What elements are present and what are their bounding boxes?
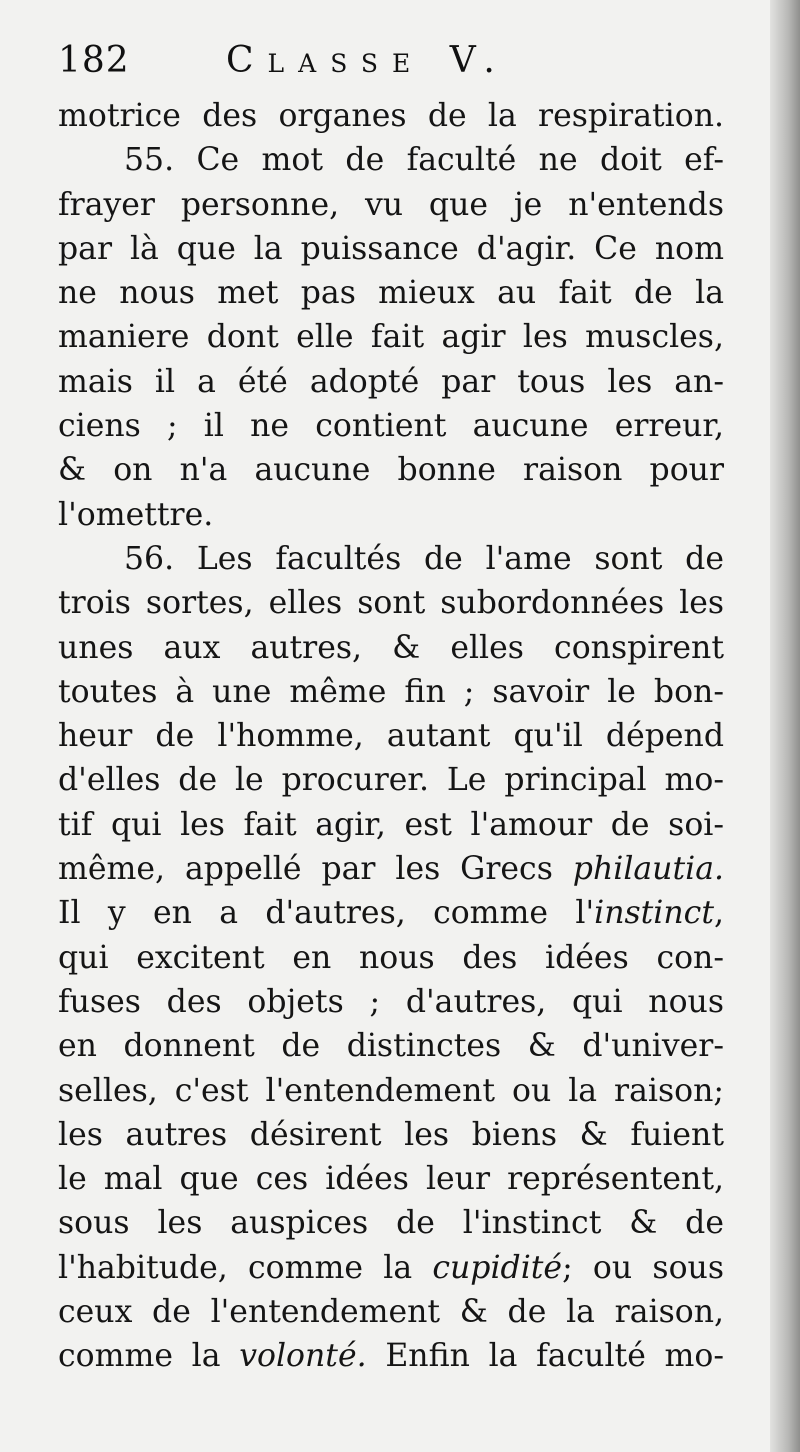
- text-line: [58, 1246, 724, 1290]
- text-line: maniere dont elle fait agir les muscles,: [58, 319, 724, 356]
- text-segment: comme la: [58, 1338, 221, 1375]
- italic-term: cupidité: [432, 1249, 563, 1286]
- text-segment: l'habitude, comme la: [58, 1249, 413, 1286]
- page-gutter-shadow: [770, 0, 800, 1452]
- text-segment: ,: [713, 895, 724, 932]
- text-line: [58, 1334, 724, 1378]
- text-line: les autres désirent les biens & fuient: [58, 1116, 724, 1153]
- text-line: ne nous met pas mieux au fait de la: [58, 275, 724, 312]
- text-line: ceux de l'entendement & de la raison,: [58, 1294, 724, 1331]
- text-line: l'omettre.: [58, 496, 214, 533]
- text-line: trois sortes, elles sont subordonnées les: [58, 585, 724, 622]
- text-line: en donnent de distinctes & d'univer-: [58, 1028, 724, 1065]
- text-line: [58, 847, 724, 891]
- text-segment: même, appellé par les Grecs: [58, 851, 553, 888]
- text-line: qui excitent en nous des idées con-: [58, 939, 724, 976]
- text-line: & on n'a aucune bonne raison pour: [58, 452, 724, 489]
- text-segment: Enfin la faculté mo-: [385, 1338, 724, 1375]
- page-number: 182: [58, 40, 130, 81]
- body-text: [58, 94, 724, 1379]
- italic-term: volonté.: [239, 1338, 367, 1375]
- running-head: Classe V.: [226, 40, 509, 81]
- text-line: selles, c'est l'entendement ou la raison;: [58, 1072, 724, 1109]
- text-line: fuses des objets ; d'autres, qui nous: [58, 983, 724, 1020]
- text-line: heur de l'homme, autant qu'il dépend: [58, 718, 724, 755]
- text-line: le mal que ces idées leur représentent,: [58, 1161, 724, 1198]
- text-line: unes aux autres, & elles conspirent: [58, 629, 724, 666]
- italic-term: philautia.: [572, 851, 724, 888]
- text-line: 55. Ce mot de faculté ne doit ef-: [124, 142, 724, 179]
- text-line: tif qui les fait agir, est l'amour de soi-: [58, 806, 724, 843]
- text-line: [58, 891, 724, 935]
- text-line: sous les auspices de l'instinct & de: [58, 1205, 724, 1242]
- page-header: [58, 40, 738, 90]
- text-segment: Il y en a d'autres, comme l': [58, 895, 595, 932]
- text-line: frayer personne, vu que je n'entends: [58, 186, 724, 223]
- text-line: 56. Les facultés de l'ame sont de: [124, 540, 724, 577]
- text-line: d'elles de le procurer. Le principal mo-: [58, 762, 724, 799]
- text-line: par là que la puissance d'agir. Ce nom: [58, 230, 724, 267]
- text-segment: ; ou sous: [562, 1249, 724, 1286]
- text-line: motrice des organes de la respiration.: [58, 98, 724, 134]
- text-line: ciens ; il ne contient aucune erreur,: [58, 408, 724, 445]
- italic-term: instinct: [594, 895, 714, 932]
- text-line: mais il a été adopté par tous les an-: [58, 363, 724, 400]
- text-line: toutes à une même fin ; savoir le bon-: [58, 673, 724, 710]
